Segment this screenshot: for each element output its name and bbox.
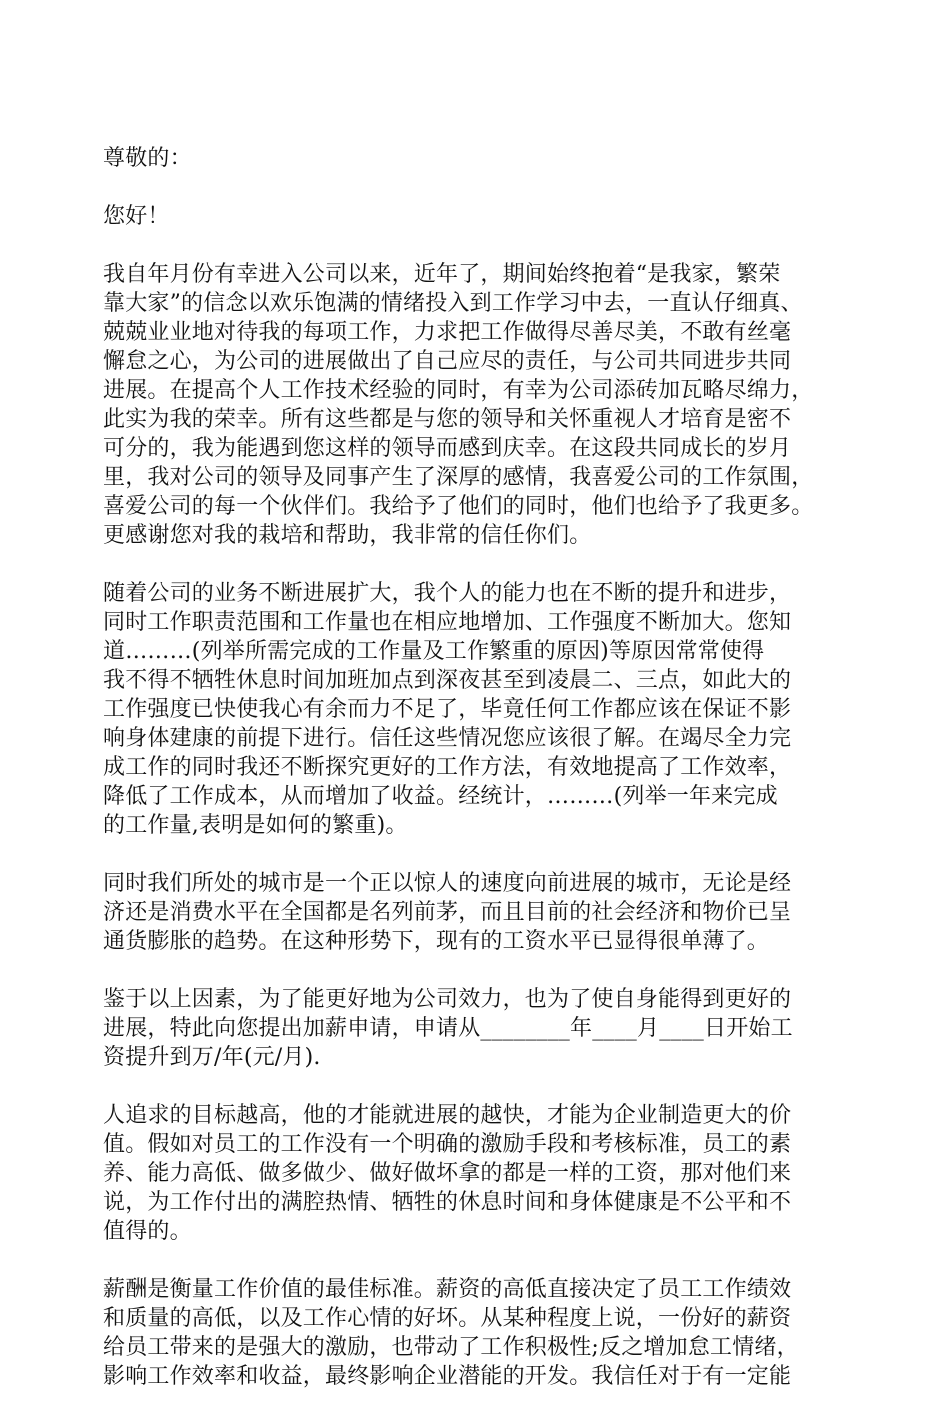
paragraph-line: 影响工作效率和收益，最终影响企业潜能的开发。我信任对于有一定能 xyxy=(103,1364,792,1389)
paragraph-line: 道………(列举所需完成的工作量及工作繁重的原因)等原因常常使得 xyxy=(103,639,765,664)
paragraph-line: 同时我们所处的城市是一个正以惊人的速度向前进展的城市，无论是经 xyxy=(103,871,792,896)
paragraph-line: 养、能力高低、做多做少、做好做坏拿的都是一样的工资，那对他们来 xyxy=(103,1161,792,1186)
paragraph-line: 资提升到万/年(元/月). xyxy=(103,1045,321,1070)
paragraph-line: 喜爱公司的每一个伙伴们。我给予了他们的同时，他们也给予了我更多。 xyxy=(103,494,814,519)
paragraph-1 xyxy=(103,260,853,550)
paragraph-line: 通货膨胀的趋势。在这种形势下，现有的工资水平已显得很单薄了。 xyxy=(103,929,770,954)
paragraph-line: 值得的。 xyxy=(103,1219,192,1244)
paragraph-line: 工作强度已快使我心有余而力不足了，毕竟任何工作都应该在保证不影 xyxy=(103,697,792,722)
paragraph-line: 懈怠之心，为公司的进展做出了自己应尽的责任，与公司共同进步共同 xyxy=(103,349,792,374)
paragraph-line: 兢兢业业地对待我的每项工作，力求把工作做得尽善尽美，不敢有丝毫 xyxy=(103,320,792,345)
paragraph-line: 我不得不牺牲休息时间加班加点到深夜甚至到凌晨二、三点，如此大的 xyxy=(103,668,792,693)
paragraph-line: 我自年月份有幸进入公司以来，近年了，期间始终抱着“是我家，繁荣 xyxy=(103,262,781,287)
paragraph-5 xyxy=(103,1101,853,1246)
paragraph-line: 响身体建康的前提下进行。信任这些情况您应该很了解。在竭尽全力完 xyxy=(103,726,792,751)
paragraph-line: 值。假如对员工的工作没有一个明确的激励手段和考核标准，员工的素 xyxy=(103,1132,792,1157)
paragraph-line: 的工作量,表明是如何的繁重)。 xyxy=(103,813,408,838)
paragraph-line: 给员工带来的是强大的激励，也带动了工作积极性;反之增加怠工情绪， xyxy=(103,1335,799,1360)
paragraph-line: 人追求的目标越高，他的才能就进展的越快，才能为企业制造更大的价 xyxy=(103,1103,792,1128)
paragraph-line: 可分的，我为能遇到您这样的领导而感到庆幸。在这段共同成长的岁月 xyxy=(103,436,792,461)
paragraph-line: 成工作的同时我还不断探究更好的工作方法，有效地提高了工作效率， xyxy=(103,755,792,780)
paragraph-line: 进展，特此向您提出加薪申请，申请从________年____月____日开始工 xyxy=(103,1016,793,1041)
paragraph-line: 济还是消费水平在全国都是名列前茅，而且目前的社会经济和物价已呈 xyxy=(103,900,792,925)
paragraph-line: 降低了工作成本，从而增加了收益。经统计，………(列举一年来完成 xyxy=(103,784,778,809)
paragraph-line: 更感谢您对我的栽培和帮助，我非常的信任你们。 xyxy=(103,523,592,548)
paragraph-line: 和质量的高低，以及工作心情的好坏。从某种程度上说，一份好的薪资 xyxy=(103,1306,792,1331)
letter-salutation: 尊敬的： xyxy=(103,146,192,171)
letter-body xyxy=(103,144,853,1420)
paragraph-line: 鉴于以上因素，为了能更好地为公司效力，也为了使自身能得到更好的 xyxy=(103,987,792,1012)
paragraph-line: 同时工作职责范围和工作量也在相应地增加、工作强度不断加大。您知 xyxy=(103,610,792,635)
paragraph-line: 进展。在提高个人工作技术经验的同时，有幸为公司添砖加瓦略尽绵力， xyxy=(103,378,814,403)
paragraph-line: 里，我对公司的领导及同事产生了深厚的感情，我喜爱公司的工作氛围， xyxy=(103,465,814,490)
paragraph-line: 此实为我的荣幸。所有这些都是与您的领导和关怀重视人才培育是密不 xyxy=(103,407,792,432)
paragraph-line: 薪酬是衡量工作价值的最佳标准。薪资的高低直接决定了员工工作绩效 xyxy=(103,1277,792,1302)
paragraph-3 xyxy=(103,869,853,956)
paragraph-6 xyxy=(103,1275,853,1391)
paragraph-4 xyxy=(103,985,853,1072)
paragraph-line: 说，为工作付出的满腔热情、牺牲的休息时间和身体健康是不公平和不 xyxy=(103,1190,792,1215)
letter-greeting: 您好！ xyxy=(103,204,170,229)
paragraph-2 xyxy=(103,579,853,840)
paragraph-line: 随着公司的业务不断进展扩大，我个人的能力也在不断的提升和进步， xyxy=(103,581,792,606)
paragraph-line: 靠大家”的信念以欢乐饱满的情绪投入到工作学习中去，一直认仔细真、 xyxy=(103,291,803,316)
